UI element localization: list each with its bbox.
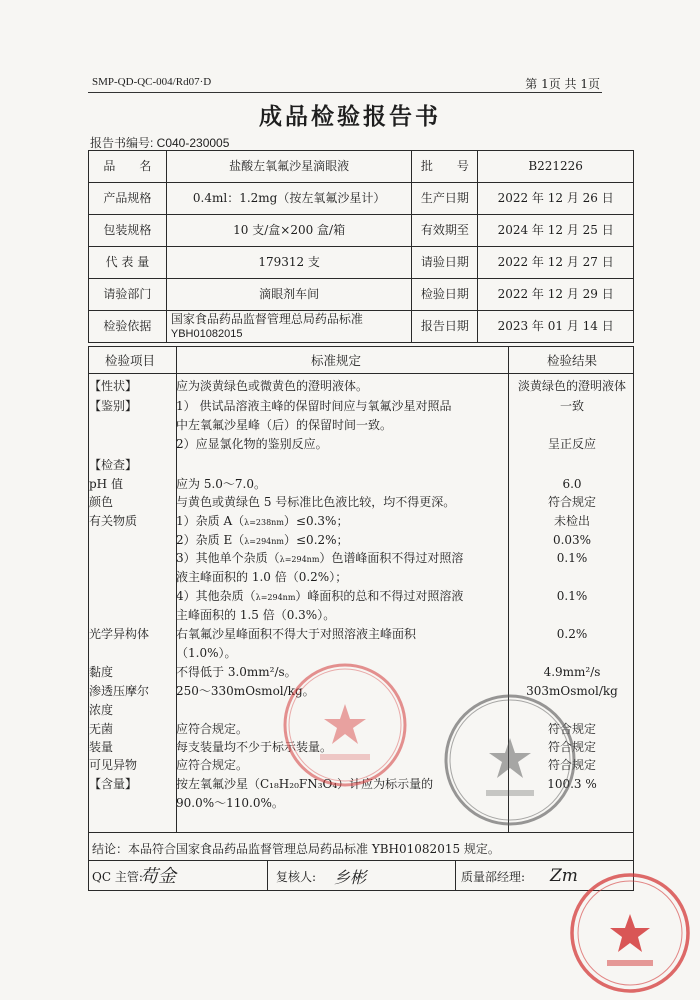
document-code: SMP-QD-QC-004/Rd07·D <box>92 76 212 88</box>
column-header-standard: 标准规定 <box>311 353 362 368</box>
std-fill-volume: 每支装量均不少于标示装量。 <box>176 740 333 754</box>
item-identification: 【鉴别】 <box>89 399 138 413</box>
mfg-date-label: 生产日期 <box>412 183 478 215</box>
report-number: 报告书编号: C040-230005 <box>90 136 230 150</box>
report-date-label: 报告日期 <box>412 311 478 343</box>
conclusion: 结论：本品符合国家食品药品监督管理总局药品标准 YBH01082015 规定。 <box>92 842 500 856</box>
result-related-2: 0.03% <box>552 533 592 547</box>
result-visible-particles: 符合规定 <box>547 758 596 772</box>
report-date: 2023 年 01 月 14 日 <box>478 311 634 343</box>
wavelength-1: λ=238nm <box>244 518 284 527</box>
std-related-2 <box>176 533 349 549</box>
std-ident-3: 2）应显氯化物的鉴别反应。 <box>176 437 328 451</box>
pack-spec: 10 支/盒×200 盒/箱 <box>166 215 412 247</box>
std-related-1 <box>176 514 348 530</box>
result-assay: 100.3 % <box>547 777 597 791</box>
result-ph: 6.0 <box>562 477 582 491</box>
item-related-substances: 有关物质 <box>89 514 138 528</box>
item-optical-isomer: 光学异构体 <box>89 627 150 641</box>
dept-label: 请验部门 <box>89 279 167 311</box>
product-info-table <box>88 150 634 343</box>
test-basis-line2: YBH01082015 <box>170 328 243 341</box>
item-color: 颜色 <box>89 495 114 509</box>
signature-divider <box>455 861 456 890</box>
std-related-3 <box>176 551 463 567</box>
column-header-result: 检验结果 <box>546 353 597 368</box>
product-spec: 0.4ml：1.2mg（按左氧氟沙星计） <box>166 183 412 215</box>
result-traits: 淡黄绿色的澄明液体 <box>517 379 626 393</box>
std-sterility: 应符合规定。 <box>176 722 249 736</box>
std-assay-1: 按左氧氟沙星（C₁₈H₂₀FN₃O₄）计应为标示量的 <box>176 777 434 791</box>
pack-label: 包装规格 <box>89 215 167 247</box>
std-isomer-2: （1.0%）。 <box>176 646 237 660</box>
std-color: 与黄色或黄绿色 5 号标准比色液比较，均不得更深。 <box>176 495 456 509</box>
std-traits: 应为淡黄绿色或微黄色的澄明液体。 <box>176 379 369 393</box>
test-basis-line1: 国家食品药品监督管理总局药品标准 <box>170 311 363 326</box>
signature-divider <box>267 861 268 890</box>
std-related-4 <box>176 589 463 605</box>
std-assay-2: 90.0%～110.0%。 <box>176 796 284 810</box>
info-row <box>89 183 634 215</box>
item-visible-particles: 可见异物 <box>89 758 138 772</box>
qa-manager-signature: Zm <box>550 866 578 886</box>
item-viscosity: 黏度 <box>89 665 114 679</box>
reviewer-label: 复核人: <box>276 870 317 884</box>
basis-label: 检验依据 <box>89 311 167 343</box>
info-row <box>89 279 634 311</box>
item-fill-volume: 装量 <box>89 740 114 754</box>
report-title: 成品检验报告书 <box>259 103 441 130</box>
expiry-label: 有效期至 <box>412 215 478 247</box>
result-isomer: 0.2% <box>556 627 588 641</box>
batch-number: B221226 <box>478 151 634 183</box>
wavelength-3: λ=294nm <box>279 555 320 564</box>
std-ident-1: 1） 供试品溶液主峰的保留时间应与氧氟沙星对照品 <box>176 399 452 413</box>
result-sterility: 符合规定 <box>547 722 596 736</box>
result-ident-2: 呈正反应 <box>547 437 596 451</box>
std-related-4-a: 4）其他杂质（ <box>176 589 256 603</box>
item-assay: 【含量】 <box>89 777 138 791</box>
item-ph: pH 值 <box>89 477 123 491</box>
header-divider <box>89 373 633 374</box>
info-row <box>89 247 634 279</box>
item-checks: 【检查】 <box>89 458 138 472</box>
std-viscosity: 不得低于 3.0mm²/s。 <box>176 665 297 679</box>
request-date-label: 请验日期 <box>412 247 478 279</box>
quantity: 179312 支 <box>166 247 412 279</box>
red-quality-seal <box>565 868 695 998</box>
expiry-date: 2024 年 12 月 25 日 <box>478 215 634 247</box>
result-related-4: 0.1% <box>556 589 588 603</box>
std-related-2-a: 2）杂质 E（ <box>176 533 245 547</box>
result-related-3: 0.1% <box>556 551 588 565</box>
result-ident-1: 一致 <box>559 399 584 413</box>
std-related-2-b: ）≤0.2%； <box>284 533 349 547</box>
std-related-3-cont: 液主峰面积的 1.0 倍（0.2%）； <box>176 570 348 584</box>
result-viscosity: 4.9mm²/s <box>543 665 601 679</box>
std-related-4-cont: 主峰面积的 1.5 倍（0.3%）。 <box>176 608 336 622</box>
request-date: 2022 年 12 月 27 日 <box>478 247 634 279</box>
result-color: 符合规定 <box>547 495 596 509</box>
std-related-3-b: ）色谱峰面积不得过对照溶 <box>319 551 464 565</box>
header-divider <box>88 92 602 93</box>
item-traits: 【性状】 <box>89 379 138 393</box>
std-osmolality: 250～330mOsmol/kg。 <box>176 684 315 698</box>
item-osmolality: 渗透压摩尔 <box>89 684 150 698</box>
reviewer-signature: 乡彬 <box>334 868 367 887</box>
item-sterility: 无菌 <box>89 722 114 736</box>
std-visible-particles: 应符合规定。 <box>176 758 249 772</box>
qc-supervisor-label: QC 主管: <box>92 870 143 884</box>
batch-label: 批 号 <box>412 151 478 183</box>
department: 滴眼剂车间 <box>166 279 412 311</box>
grey-inspection-seal <box>440 690 580 830</box>
test-basis <box>166 311 412 343</box>
qa-manager-label: 质量部经理: <box>461 870 526 884</box>
red-company-seal <box>280 660 410 790</box>
std-related-1-a: 1）杂质 A（ <box>176 514 245 528</box>
mfg-date: 2022 年 12 月 26 日 <box>478 183 634 215</box>
std-related-4-b: ）峰面积的总和不得过对照溶液 <box>295 589 464 603</box>
column-header-item: 检验项目 <box>105 353 156 368</box>
page-info: 第 1页 共 1页 <box>525 77 600 91</box>
result-fill-volume: 符合规定 <box>547 740 596 754</box>
qc-supervisor-signature: 苟金 <box>140 866 176 887</box>
info-row <box>89 311 634 343</box>
spec-label: 产品规格 <box>89 183 167 215</box>
info-row <box>89 151 634 183</box>
product-name: 盐酸左氧氟沙星滴眼液 <box>166 151 412 183</box>
std-ident-2: 中左氧氟沙星峰（后）的保留时间一致。 <box>176 418 393 432</box>
item-osmolality-cont: 浓度 <box>89 703 114 717</box>
result-osmolality: 303mOsmol/kg <box>526 684 618 698</box>
wavelength-4: λ=294nm <box>255 593 296 602</box>
std-related-3-a: 3）其他单个杂质（ <box>176 551 280 565</box>
std-related-1-b: ）≤0.3%； <box>283 514 349 528</box>
std-isomer-1: 右氧氟沙星峰面积不得大于对照溶液主峰面积 <box>176 627 417 641</box>
quantity-label: 代 表 量 <box>89 247 167 279</box>
test-date: 2022 年 12 月 29 日 <box>478 279 634 311</box>
std-ph: 应为 5.0～7.0。 <box>176 477 266 491</box>
wavelength-2: λ=294nm <box>244 537 284 546</box>
product-name-label: 品 名 <box>89 151 167 183</box>
info-row <box>89 215 634 247</box>
result-related-1: 未检出 <box>553 514 590 528</box>
test-date-label: 检验日期 <box>412 279 478 311</box>
